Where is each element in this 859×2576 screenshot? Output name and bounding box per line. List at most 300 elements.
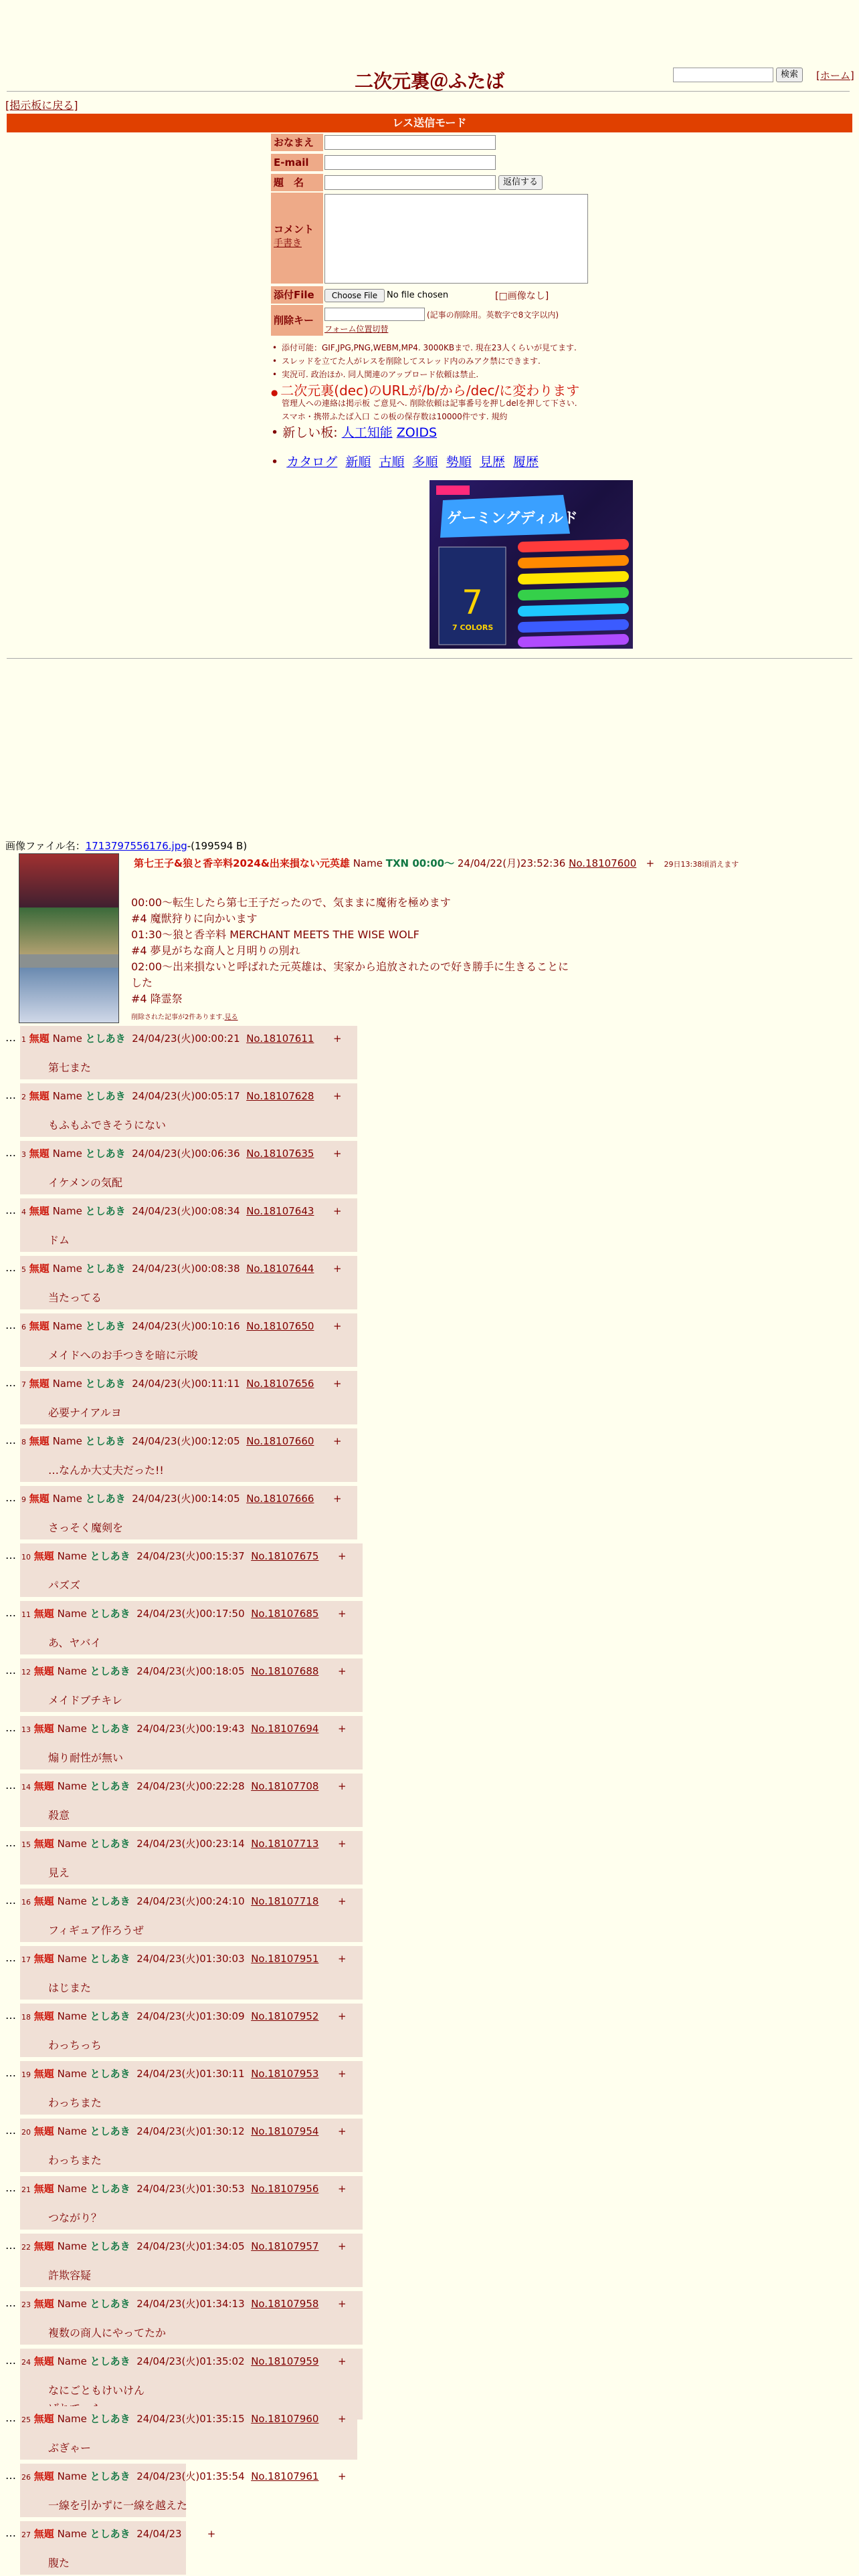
op-line: 02:00〜出来損ないと呼ばれた元英雄は、実家から追放されたので好き勝手に生きることにした — [131, 960, 569, 989]
reply-text — [48, 1404, 122, 1420]
reply-name-label: Name — [57, 1953, 87, 1965]
reply-line: ぶぎゃー — [48, 2442, 92, 2454]
reply-header — [21, 1951, 347, 1965]
reply-line: 殺意 — [48, 1809, 70, 1822]
reply-name-label: Name — [57, 2183, 87, 2195]
reply-post-number[interactable]: No.18107708 — [251, 1780, 319, 1792]
reply — [0, 2521, 375, 2576]
sort-link-most[interactable]: 多順 — [412, 455, 438, 469]
reply-name: としあき — [90, 1723, 130, 1735]
reply-dots: … — [5, 1204, 16, 1216]
reply-header — [21, 1606, 347, 1620]
reply-text — [48, 1347, 198, 1362]
reply-name-label: Name — [57, 1665, 87, 1677]
reply-name-label: Name — [52, 1320, 82, 1332]
reply-name-label: Name — [57, 2355, 87, 2367]
reply-name-label: Name — [57, 1838, 87, 1850]
reply-box — [20, 2004, 363, 2057]
reply-name-label: Name — [52, 1148, 82, 1160]
reply-subject: 無題 — [29, 1033, 50, 1045]
reply — [0, 1198, 375, 1256]
reply-post-number[interactable]: No.18107954 — [251, 2125, 319, 2137]
reply-post-number[interactable]: No.18107675 — [251, 1550, 319, 1562]
reply-header — [21, 1031, 342, 1045]
reply-box — [20, 2234, 363, 2287]
form-position-link[interactable]: フォーム位置切替 — [324, 324, 389, 334]
reply-plus-button[interactable]: + — [338, 1608, 347, 1620]
reply — [0, 1083, 375, 1141]
reply-date: 24/04/23(火)00:23:14 — [136, 1838, 245, 1850]
reply-plus-button[interactable]: + — [338, 2068, 347, 2080]
reply-post-number[interactable]: No.18107685 — [251, 1608, 319, 1620]
reply-date: 24/04/23 — [136, 2528, 182, 2540]
reply-plus-button[interactable]: + — [333, 1435, 342, 1447]
reply-name-label: Name — [57, 2470, 87, 2482]
reply-name-label: Name — [57, 2413, 87, 2425]
reply-text — [48, 1174, 122, 1190]
reply-line: パズズ — [48, 1579, 81, 1592]
reply-line: 許欺容疑 — [48, 2269, 92, 2282]
reply-line: 見え — [48, 1866, 70, 1879]
reply-subject: 無題 — [29, 1435, 50, 1447]
name-field[interactable] — [324, 135, 496, 150]
note-item: • 実況可. 政治ほか. 同人関連のアップロード依頼は禁止. — [271, 368, 619, 381]
reply-text — [48, 2440, 91, 2455]
op-thumbnail[interactable] — [19, 853, 119, 1023]
reply-plus-button[interactable]: + — [333, 1090, 342, 1102]
reply-header — [21, 2124, 347, 2138]
reply-name-label: Name — [52, 1493, 82, 1505]
reply-name: としあき — [90, 2183, 130, 2195]
reply-line: フィギュア作ろうぜ — [48, 1924, 144, 1937]
search-input[interactable] — [673, 68, 773, 82]
reply-post-number[interactable]: No.18107650 — [246, 1320, 314, 1332]
sort-link-oldest[interactable]: 古順 — [379, 455, 405, 469]
reply-plus-button[interactable]: + — [338, 2413, 347, 2425]
view-deleted-link[interactable]: 見る — [224, 1014, 238, 1021]
reply-index: 4 — [21, 1208, 26, 1216]
reply-index: 5 — [21, 1265, 26, 1274]
reply-name: としあき — [85, 1148, 126, 1160]
reply-line: わっちっち — [48, 2039, 102, 2052]
reply-index: 25 — [21, 2416, 31, 2424]
reply-subject: 無題 — [29, 1493, 50, 1505]
email-field[interactable] — [324, 155, 496, 170]
reply-header — [21, 1376, 342, 1390]
reply-subject: 無題 — [33, 2355, 54, 2367]
reply-line: イケメンの気配 — [48, 1176, 123, 1189]
reply-post-number[interactable]: No.18107961 — [251, 2470, 319, 2482]
reply-text — [48, 2325, 166, 2340]
reply-box — [20, 1831, 363, 1885]
sort-links: • カタログ 新順 古順 多順 勢順 見歴 履歴 — [271, 455, 539, 469]
reply-plus-button[interactable]: + — [338, 2183, 347, 2195]
search-button[interactable]: 検索 — [776, 68, 803, 82]
reply-name-label: Name — [57, 2125, 87, 2137]
reply-post-number[interactable]: No.18107718 — [251, 1895, 319, 1907]
reply-date: 24/04/23(火)00:15:37 — [136, 1550, 245, 1562]
reply-post-number[interactable]: No.18107656 — [246, 1378, 314, 1390]
reply-line: メイドへのお手つきを暗に示唆 — [48, 1349, 198, 1362]
reply-plus-button[interactable]: + — [333, 1320, 342, 1332]
reply-subject: 無題 — [33, 1780, 54, 1792]
reply — [0, 2406, 375, 2464]
reply-box — [20, 2176, 363, 2230]
reply-plus-button[interactable]: + — [338, 1838, 347, 1850]
reply-dots: … — [5, 1664, 16, 1677]
reply-name: としあき — [90, 2240, 130, 2252]
reply-plus-button[interactable]: + — [338, 1895, 347, 1907]
reply-date: 24/04/23(火)00:08:34 — [132, 1205, 240, 1217]
reply-post-number[interactable]: No.18107635 — [246, 1148, 314, 1160]
board-link-ai[interactable]: 人工知能 — [341, 425, 393, 440]
reply-name-label: Name — [57, 2068, 87, 2080]
reply-subject: 無題 — [29, 1378, 50, 1390]
reply-date: 24/04/23(火)01:34:05 — [136, 2240, 245, 2252]
reply-name-label: Name — [52, 1378, 82, 1390]
reply-index: 16 — [21, 1898, 31, 1907]
reply-text — [48, 2555, 70, 2570]
reply-subject: 無題 — [33, 2413, 54, 2425]
reply-dots: … — [5, 1549, 16, 1562]
reply-header — [21, 1434, 342, 1448]
reply-plus-button[interactable]: + — [333, 1148, 342, 1160]
note-item: • 添付可能：GIF,JPG,PNG,WEBM,MP4. 3000KBまで. 現在23人くらいが見てます. — [271, 341, 619, 354]
reply-header — [21, 1204, 342, 1218]
reply-name: としあき — [90, 2413, 130, 2425]
op-name-label: Name — [353, 857, 383, 869]
reply — [0, 2061, 375, 2119]
reply-dots: … — [5, 1376, 16, 1389]
sort-link-viewed[interactable]: 見歴 — [479, 455, 505, 469]
note-item: • スレッドを立てた人がレスを削除してスレッド内のみアク禁にできます. — [271, 354, 619, 368]
reply-text — [48, 1979, 91, 1995]
reply-line: さっそく魔剣を — [48, 1521, 124, 1534]
reply-header — [21, 1319, 342, 1333]
reply-text — [48, 1807, 70, 1822]
reply-plus-button[interactable]: + — [333, 1378, 342, 1390]
reply-plus-button[interactable]: + — [338, 1550, 347, 1562]
reply-box — [20, 2061, 363, 2115]
reply-name-label: Name — [52, 1090, 82, 1102]
reply-subject: 無題 — [33, 2183, 54, 2195]
op-expires: 29日13:38頃消えます — [664, 860, 739, 869]
reply-text — [48, 1232, 70, 1247]
reply-text — [48, 1864, 70, 1880]
reply-dots: … — [5, 2296, 16, 2309]
reply-subject: 無題 — [33, 2470, 54, 2482]
reply-header — [21, 2066, 347, 2080]
reply-name: としあき — [85, 1090, 126, 1102]
reply-dots: … — [5, 2469, 16, 2482]
reply-name-label: Name — [57, 1780, 87, 1792]
handwrite-link[interactable]: 手書き — [274, 238, 302, 249]
reply-index: 6 — [21, 1323, 26, 1331]
reply-line: つながり？ — [48, 2212, 102, 2224]
reply-name-label: Name — [57, 1895, 87, 1907]
reply-date: 24/04/23(火)00:19:43 — [136, 1723, 245, 1735]
reply-dots: … — [5, 2124, 16, 2137]
reply-subject: 無題 — [33, 2068, 54, 2080]
reply-post-number[interactable]: No.18107958 — [251, 2298, 319, 2310]
reply-text — [48, 1289, 102, 1305]
sort-link-momentum[interactable]: 勢順 — [446, 455, 472, 469]
subject-label: 題 名 — [271, 174, 323, 191]
reply-plus-button[interactable]: + — [338, 2010, 347, 2022]
reply-index: 13 — [21, 1725, 31, 1734]
reply-subject: 無題 — [29, 1205, 50, 1217]
reply-line: 煽り耐性が無い — [48, 1751, 124, 1764]
reply-box — [20, 1889, 363, 1942]
reply-name-label: Name — [52, 1263, 82, 1275]
name-label: おなまえ — [271, 134, 323, 151]
reply-plus-button[interactable]: + — [338, 1723, 347, 1735]
reply-date: 24/04/23(火)00:10:16 — [132, 1320, 240, 1332]
reply — [0, 1371, 375, 1428]
reply-dots: … — [5, 1089, 16, 1101]
reply-name: としあき — [90, 2068, 130, 2080]
reply-index: 19 — [21, 2070, 31, 2079]
reply-plus-button[interactable]: + — [338, 2470, 347, 2482]
reply-dots: … — [5, 2066, 16, 2079]
reply-date: 24/04/23(火)00:12:05 — [132, 1435, 240, 1447]
reply-box — [20, 2291, 363, 2345]
reply-name-label: Name — [52, 1205, 82, 1217]
reply-dots: … — [5, 1721, 16, 1734]
comment-label: コメント — [274, 223, 314, 235]
reply-subject: 無題 — [29, 1148, 50, 1160]
reply-index: 15 — [21, 1840, 31, 1849]
reply-post-number[interactable]: No.18107956 — [251, 2183, 319, 2195]
reply-name: としあき — [85, 1205, 126, 1217]
reply-box — [20, 2119, 363, 2172]
reply-post-number[interactable]: No.18107952 — [251, 2010, 319, 2022]
reply — [0, 1716, 375, 1774]
back-to-board-link[interactable]: [掲示板に戻る] — [5, 99, 78, 112]
reply-text — [48, 1059, 91, 1075]
reply-post-number[interactable]: No.18107960 — [251, 2413, 319, 2425]
reply — [0, 1428, 375, 1486]
reply-subject: 無題 — [33, 1608, 54, 1620]
reply-date: 24/04/23(火)01:35:02 — [136, 2355, 245, 2367]
reply-line: 複数の商人にやってたか — [48, 2327, 167, 2339]
reply-index: 21 — [21, 2185, 31, 2194]
reply-line: あ、ヤバイ — [48, 1636, 102, 1649]
home-link[interactable]: [ホーム] — [816, 70, 854, 82]
reply-header — [21, 1894, 347, 1908]
reply-post-number[interactable]: No.18107959 — [251, 2355, 319, 2367]
reply-index: 7 — [21, 1380, 26, 1389]
subject-field[interactable] — [324, 175, 496, 190]
reply-date: 24/04/23(火)00:05:17 — [132, 1090, 240, 1102]
reply-text — [48, 1577, 80, 1592]
reply — [0, 1774, 375, 1831]
reply-text — [48, 1634, 101, 1650]
reply — [0, 2119, 375, 2176]
reply-index: 1 — [21, 1035, 26, 1044]
reply-post-number[interactable]: No.18107957 — [251, 2240, 319, 2252]
reply-plus-button[interactable]: + — [333, 1205, 342, 1217]
reply-date: 24/04/23(火)00:22:28 — [136, 1780, 245, 1792]
reply-name-label: Name — [57, 1723, 87, 1735]
reply-text — [48, 2210, 102, 2225]
reply-subject: 無題 — [33, 1665, 54, 1677]
reply-index: 27 — [21, 2531, 31, 2539]
reply-header — [21, 1491, 342, 1505]
reply-header — [21, 2181, 347, 2195]
reply-header — [21, 1549, 347, 1563]
reply-dots: … — [5, 1894, 16, 1907]
op-subject: 第七王子&狼と香辛料2024&出来損ない元英雄 — [134, 857, 350, 869]
reply-line: …なんか大丈夫だった!! — [48, 1464, 164, 1477]
reply-dots: … — [5, 2009, 16, 2022]
reply-name: としあき — [85, 1263, 126, 1275]
reply-post-number[interactable]: No.18107644 — [246, 1263, 314, 1275]
reply-box — [20, 1256, 357, 1309]
reply-subject: 無題 — [33, 1550, 54, 1562]
reply-post-number[interactable]: No.18107953 — [251, 2068, 319, 2080]
no-image-checkbox[interactable]: [□画像なし] — [495, 291, 549, 302]
reply-box — [20, 1543, 363, 1597]
op-plus-button[interactable]: + — [646, 857, 655, 869]
reply-box — [20, 2406, 357, 2460]
reply-plus-button[interactable]: + — [338, 1953, 347, 1965]
reply-subject: 無題 — [33, 2125, 54, 2137]
reply-index: 18 — [21, 2013, 31, 2022]
reply-box — [20, 1428, 357, 1482]
op-file-link[interactable]: 1713797556176.jpg — [85, 840, 187, 852]
reply-dots: … — [5, 2411, 16, 2424]
reply-name: としあき — [90, 2470, 130, 2482]
reply-name: としあき — [85, 1435, 126, 1447]
reply-post-number[interactable]: No.18107660 — [246, 1435, 314, 1447]
submit-button[interactable]: 返信する — [498, 175, 543, 190]
reply-date: 24/04/23(火)00:14:05 — [132, 1493, 240, 1505]
reply-post-number[interactable]: No.18107611 — [246, 1033, 314, 1045]
delete-key-field[interactable] — [324, 308, 425, 321]
reply-name-label: Name — [57, 1608, 87, 1620]
reply-subject: 無題 — [29, 1263, 50, 1275]
reply — [0, 1313, 375, 1371]
reply-index: 10 — [21, 1553, 31, 1562]
reply-plus-button[interactable]: + — [333, 1263, 342, 1275]
reply-date: 24/04/23(火)00:11:11 — [132, 1378, 240, 1390]
reply-index: 26 — [21, 2473, 31, 2482]
reply-dots: … — [5, 1779, 16, 1792]
op-line: #4 降霊祭 — [131, 992, 183, 1005]
reply-post-number[interactable]: No.18107643 — [246, 1205, 314, 1217]
reply-text — [48, 2037, 102, 2052]
reply — [0, 1601, 375, 1658]
choose-file-button[interactable]: Choose File — [324, 289, 385, 302]
board-link-zoids[interactable]: ZOIDS — [396, 425, 438, 440]
reply-plus-button[interactable]: + — [338, 2298, 347, 2310]
reply-index: 2 — [21, 1093, 26, 1101]
reply — [0, 2464, 375, 2521]
reply-text — [48, 2152, 102, 2167]
reply — [0, 1543, 375, 1601]
reply-header — [21, 1146, 342, 1160]
reply-header — [21, 1664, 347, 1678]
reply-date: 24/04/23(火)01:30:11 — [136, 2068, 245, 2080]
reply-line: 第七また — [48, 1061, 92, 1074]
reply-post-number[interactable]: No.18107688 — [251, 1665, 319, 1677]
reply-post-number[interactable]: No.18107951 — [251, 1953, 319, 1965]
reply-name-label: Name — [57, 1550, 87, 1562]
reply-name-label: Name — [52, 1033, 82, 1045]
sort-link-history[interactable]: 履歴 — [512, 455, 539, 469]
ad-banner[interactable] — [430, 480, 633, 649]
reply-post-number[interactable]: No.18107694 — [251, 1723, 319, 1735]
reply-name: としあき — [90, 1895, 130, 1907]
divider — [7, 658, 852, 659]
reply-header — [21, 2009, 347, 2023]
reply-text — [48, 1922, 144, 1937]
reply-dots: … — [5, 1951, 16, 1964]
reply-date: 24/04/23(火)01:30:03 — [136, 1953, 245, 1965]
reply-name: としあき — [90, 1953, 130, 1965]
reply-plus-button[interactable]: + — [207, 2528, 216, 2540]
reply-date: 24/04/23(火)00:18:05 — [136, 1665, 245, 1677]
op-post-number[interactable]: No.18107600 — [569, 857, 637, 869]
reply-plus-button[interactable]: + — [338, 2355, 347, 2367]
sort-link-newest[interactable]: 新順 — [345, 455, 371, 469]
sort-link-catalog[interactable]: カタログ — [286, 455, 338, 469]
file-label: 画像ファイル名： — [5, 840, 86, 852]
reply-dots: … — [5, 2354, 16, 2367]
reply-box — [20, 1141, 357, 1194]
reply-index: 11 — [21, 1610, 31, 1619]
reply-index: 12 — [21, 1668, 31, 1677]
reply-name: としあき — [85, 1378, 126, 1390]
reply-name-label: Name — [57, 2298, 87, 2310]
reply-plus-button[interactable]: + — [333, 1493, 342, 1505]
reply-name: としあき — [90, 2010, 130, 2022]
reply-box — [20, 1026, 357, 1079]
reply-line: わっちまた — [48, 2154, 102, 2167]
reply-post-number[interactable]: No.18107666 — [246, 1493, 314, 1505]
reply-index: 20 — [21, 2128, 31, 2137]
reply-box — [20, 1198, 357, 1252]
reply-plus-button[interactable]: + — [338, 1665, 347, 1677]
reply-post-number[interactable]: No.18107713 — [251, 1838, 319, 1850]
reply-box — [20, 2464, 347, 2517]
comment-textarea[interactable] — [324, 194, 588, 284]
reply-plus-button[interactable]: + — [338, 2240, 347, 2252]
reply-post-number[interactable]: No.18107628 — [246, 1090, 314, 1102]
reply-subject: 無題 — [33, 2010, 54, 2022]
delkey-label: 削除キー — [271, 305, 323, 336]
new-boards: • 新しい板: 人工知能 ZOIDS — [271, 425, 438, 440]
reply-dots: … — [5, 1319, 16, 1331]
reply-date: 24/04/23(火)00:08:38 — [132, 1263, 240, 1275]
reply — [0, 1831, 375, 1889]
reply-index: 3 — [21, 1150, 26, 1159]
url-change-text: 二次元裏(dec)のURLが/b/から/dec/に変わります — [280, 383, 580, 399]
reply-box — [20, 1601, 363, 1654]
ad-subtitle: 7 COLORS — [452, 623, 494, 632]
reply-plus-button[interactable]: + — [338, 2125, 347, 2137]
reply-dots: … — [5, 1491, 16, 1504]
reply — [0, 2234, 375, 2291]
reply-plus-button[interactable]: + — [333, 1033, 342, 1045]
reply-plus-button[interactable]: + — [338, 1780, 347, 1792]
reply-box — [20, 1371, 357, 1424]
reply-name: としあき — [85, 1493, 126, 1505]
op-line: 01:30〜狼と香辛料 MERCHANT MEETS THE WISE WOLF — [131, 928, 419, 941]
reply-header — [21, 2296, 347, 2311]
reply-line: もふもふできそうにない — [48, 1119, 167, 1132]
